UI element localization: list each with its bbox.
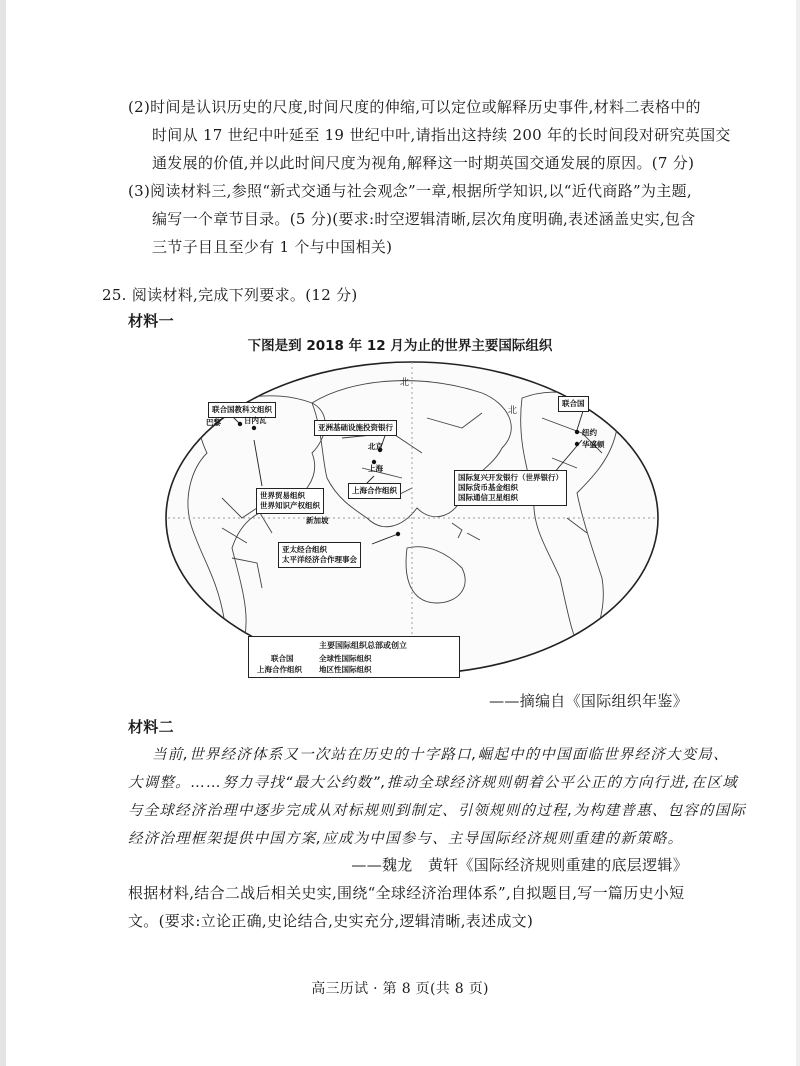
legend-global-label: 全球性国际组织 <box>319 654 372 663</box>
q24-part2-line1: (2)时间是认识历史的尺度,时间尺度的伸缩,可以定位或解释历史事件,材料二表格中的 <box>128 98 701 116</box>
material1-label: 材料一 <box>128 312 174 330</box>
scan-right-edge <box>796 0 800 1066</box>
scan-left-edge <box>0 0 6 1066</box>
city-shanghai: 上海 <box>368 464 383 473</box>
city-paris: 巴黎 <box>206 418 221 427</box>
legend-un-label: 联合国 <box>271 654 294 663</box>
sco-box: 上海合作组织 <box>348 483 401 499</box>
apec-label: 亚太经合组织 <box>282 545 327 554</box>
worldbank-box <box>454 470 567 506</box>
city-beijing: 北京 <box>368 442 383 451</box>
q24-part2-line2: 时间从 17 世纪中叶延至 19 世纪中叶,请指出这持续 200 年的长时间段对研究英国交 <box>152 126 731 144</box>
material2-line4: 经济治理框架提供中国方案,应成为中国参与、主导国际经济规则重建的新策略。 <box>128 831 684 847</box>
un-box: 联合国 <box>558 396 589 412</box>
task-line1: 根据材料,结合二战后相关史实,围绕“全球经济治理体系”,自拟题目,写一篇历史小短 <box>128 884 685 902</box>
material1-source: ——摘编自《国际组织年鉴》 <box>489 692 688 710</box>
material2-line2: 大调整。……努力寻找“最大公约数”,推动全球经济规则朝着公平公正的方向行进,在区域 <box>128 775 738 791</box>
q24-part3-line2: 编写一个章节目录。(5 分)(要求:时空逻辑清晰,层次角度明确,表述涵盖史实,包含 <box>152 210 696 228</box>
material2-line3: 与全球经济治理中逐步完成从对标规则到制定、引领规则的过程,为构建普惠、包容的国际 <box>128 803 747 819</box>
city-washington: 华盛顿 <box>582 440 605 449</box>
city-new-york: 纽约 <box>582 428 597 437</box>
wto-box <box>256 488 324 514</box>
material2-label: 材料二 <box>128 718 174 736</box>
page-footer: 高三历试 · 第 8 页(共 8 页) <box>311 981 489 997</box>
worldbank-label: 国际复兴开发银行（世界银行） <box>458 473 563 482</box>
wipo-label: 世界知识产权组织 <box>260 501 320 510</box>
legend-title: 主要国际组织总部或创立 <box>319 641 407 650</box>
material2-line1: 当前,世界经济体系又一次站在历史的十字路口,崛起中的中国面临世界经济大变局、 <box>152 747 729 763</box>
imf-label: 国际货币基金组织 <box>458 483 518 492</box>
legend-regional-label: 地区性国际组织 <box>319 665 372 674</box>
task-line2: 文。(要求:立论正确,史论结合,史实充分,逻辑清晰,表述成文) <box>128 912 534 930</box>
material2-source: ——魏龙 黄轩《国际经济规则重建的底层逻辑》 <box>351 856 688 874</box>
map-title: 下图是到 2018 年 12 月为止的世界主要国际组织 <box>247 338 553 354</box>
q25-heading: 25. 阅读材料,完成下列要求。(12 分) <box>102 286 358 304</box>
city-geneva: 日内瓦 <box>244 416 267 425</box>
aiib-box: 亚洲基础设施投资银行 <box>314 420 397 436</box>
map-mark-north-2: 北 <box>508 406 518 416</box>
wto-label: 世界贸易组织 <box>260 491 305 500</box>
q24-part3-line3: 三节子目且至少有 1 个与中国相关) <box>152 238 393 256</box>
legend-sco-label: 上海合作组织 <box>257 665 302 674</box>
q24-part2-line3: 通发展的价值,并以此时间尺度为视角,解释这一时期英国交通发展的原因。(7 分) <box>152 154 695 172</box>
pecc-label: 太平洋经济合作理事会 <box>282 555 357 564</box>
q24-part3-line1: (3)阅读材料三,参照“新式交通与社会观念”一章,根据所学知识,以“近代商路”为主题, <box>128 182 692 200</box>
intelsat-label: 国际通信卫星组织 <box>458 493 518 502</box>
map-mark-north-1: 北 <box>400 378 410 388</box>
city-singapore: 新加坡 <box>306 516 329 525</box>
map-legend <box>248 636 460 678</box>
world-map <box>162 358 662 688</box>
apec-box <box>278 542 361 568</box>
unesco-box: 联合国教科文组织 <box>208 402 276 418</box>
